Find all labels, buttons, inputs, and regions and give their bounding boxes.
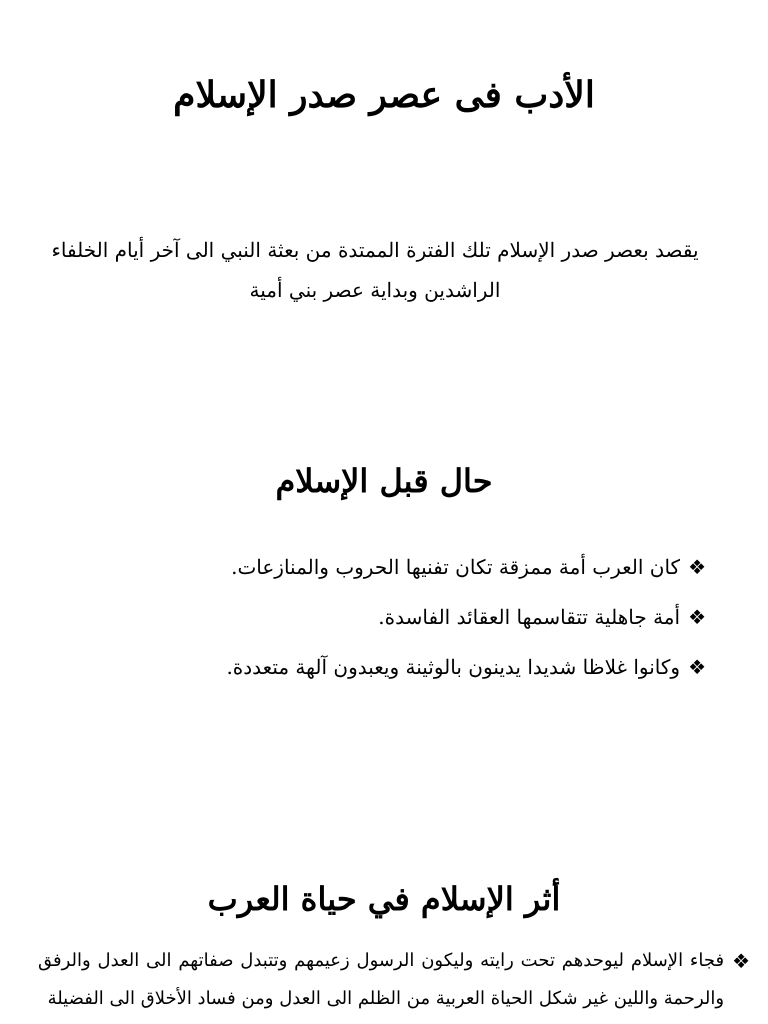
page-title: الأدب فى عصر صدر الإسلام (173, 74, 595, 116)
list-item-text: فجاء الإسلام ليوحدهم تحت رايته وليكون الرسول زعيمهم وتتبدل صفاتهم الى العدل والرفق والرحمة واللين غير شكل الحياة العربية من الظلم الى العدل ومن فساد الأخلاق الى الفضيلة (38, 950, 725, 1009)
islam-impact-list (38, 942, 750, 1018)
before-islam-list (226, 546, 706, 696)
section-heading-islam-impact: أثر الإسلام في حياة العرب (207, 880, 561, 918)
diamond-bullet-icon: ❖ (688, 555, 706, 579)
list-item (226, 646, 706, 696)
list-item-text: كان العرب أمة ممزقة تكان تفنيها الحروب والمنازعات. (231, 555, 681, 579)
list-item-text: وكانوا غلاظا شديدا يدينون بالوثينة ويعبدون آلهة متعددة. (226, 655, 681, 679)
diamond-bullet-icon: ❖ (732, 949, 750, 973)
section-heading-before-islam: حال قبل الإسلام (275, 462, 493, 500)
list-item-text: أمة جاهلية تتقاسمها العقائد الفاسدة. (378, 605, 681, 629)
list-item (38, 942, 750, 1018)
list-item (226, 546, 706, 596)
diamond-bullet-icon: ❖ (688, 655, 706, 679)
list-item (226, 596, 706, 646)
intro-paragraph: يقصد بعصر صدر الإسلام تلك الفترة الممتدة من بعثة النبي الى آخر أيام الخلفاء الراشدين وبداية عصر بني أمية (51, 238, 699, 302)
diamond-bullet-icon: ❖ (688, 605, 706, 629)
